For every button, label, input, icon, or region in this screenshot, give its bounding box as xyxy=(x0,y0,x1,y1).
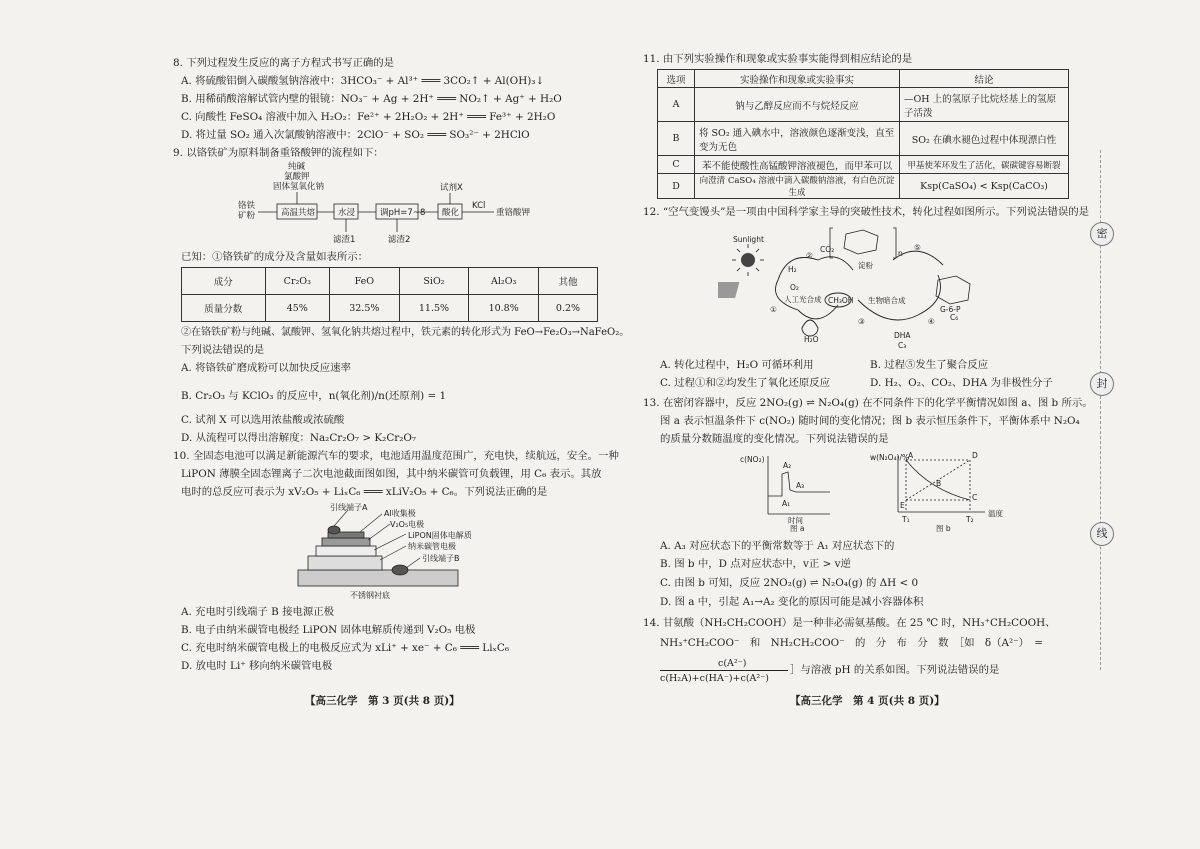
q12-label-bio: 生物暗合成 xyxy=(868,296,906,305)
q14-fraction-numerator: c(A²⁻) xyxy=(718,658,747,669)
q12-label-dha: DHA xyxy=(894,331,911,340)
q11-row-b-option: B xyxy=(658,122,695,156)
sun-icon xyxy=(741,253,755,267)
q9-option-a: A. 将铬铁矿磨成粉可以加快反应速率 xyxy=(181,362,351,374)
page-4 xyxy=(600,0,1200,849)
box-leach-label: 水浸 xyxy=(338,208,356,218)
td-feo: 32.5% xyxy=(329,295,399,322)
kcl-label: KCl xyxy=(472,201,486,211)
q12-label-o2: O₂ xyxy=(790,283,799,292)
filter-1-label: 滤渣1 xyxy=(333,235,356,245)
label-terminal-b: 引线端子B xyxy=(422,554,460,563)
q12-label-sunlight: Sunlight xyxy=(733,235,764,244)
q11-row-d-operation: 向澄清 CaSO₄ 溶液中滴入碳酸钠溶液，有白色沉淀生成 xyxy=(695,174,900,199)
td-cr2o3: 45% xyxy=(265,295,329,322)
lipon-electrolyte xyxy=(316,546,376,556)
q12-step-3: ③ xyxy=(858,317,865,326)
fig-b-axes xyxy=(898,456,985,512)
q9-known-1: 已知：①铬铁矿的成分及含量如表所示： xyxy=(181,251,369,263)
q10-option-b: B. 电子由纳米碳管电极经 LiPON 固体电解质传递到 V₂O₅ 电极 xyxy=(181,624,476,636)
q14-line-1: 14. 甘氨酸（NH₂CH₂COOH）是一种非必需氨基酸。在 25 ℃ 时，NH₃⁺CH₂COOH、 xyxy=(643,617,1056,629)
th-other: 其他 xyxy=(539,268,598,295)
q13-option-b: B. 图 b 中，D 点对应状态中，v正 > v逆 xyxy=(660,558,851,570)
reagent-soda: 纯碱 xyxy=(288,162,306,172)
label-nanotube: 纳米碳管电极 xyxy=(408,542,456,551)
td-other: 0.2% xyxy=(539,295,598,322)
q11-row-a-conclusion: —OH 上的氢原子比烷烃基上的氢原子活泼 xyxy=(900,88,1069,122)
q10-battery-diagram xyxy=(290,500,530,602)
q9-ask: 下列说法错误的是 xyxy=(181,344,265,356)
q13-figures xyxy=(740,450,1010,532)
stainless-substrate xyxy=(298,570,458,586)
th-component: 成分 xyxy=(182,268,266,295)
fig-a-ylabel: c(NO₂) xyxy=(740,455,765,464)
q10-line-3: 电时的总反应可表示为 xV₂O₅ + LiₓC₆ ═══ xLiV₂O₅ + C₆。下列说法正确的是 xyxy=(181,486,548,498)
q11-row-b-conclusion: SO₂ 在碘水褪色过程中体现漂白性 xyxy=(900,122,1069,156)
q11-th-conclusion: 结论 xyxy=(900,70,1069,88)
q11-th-option: 选项 xyxy=(658,70,695,88)
q11-row-d-conclusion: Ksp(CaSO₄) < Ksp(CaCO₃) xyxy=(900,174,1069,199)
fig-b-point-c: C xyxy=(972,493,978,502)
q10-line-1: 10. 全固态电池可以满足新能源汽车的要求，电池适用温度范围广，充电快，续航远，安全。一种 xyxy=(173,450,619,462)
terminal-b xyxy=(392,565,408,575)
q10-line-2: LiPON 薄膜全固态锂离子二次电池截面图如图，其中纳米碳管可负载锂，用 C₆ 表示。其放 xyxy=(181,468,602,480)
label-substrate: 不锈钢衬底 xyxy=(350,591,390,600)
fig-b-caption: 图 b xyxy=(936,524,951,532)
q12-label-c6: C₆ xyxy=(950,313,959,322)
fig-a-point-a2: A₂ xyxy=(783,461,792,470)
filter-2-label: 滤渣2 xyxy=(388,235,411,245)
q11-stem: 11. 由下列实验操作和现象或实验事实能得到相应结论的是 xyxy=(643,53,913,65)
td-al2o3: 10.8% xyxy=(469,295,539,322)
q13-option-c: C. 由图 b 可知，反应 2NO₂(g) ⇌ N₂O₄(g) 的 ΔH < 0 xyxy=(660,577,919,589)
q13-option-a: A. A₃ 对应状态下的平衡常数等于 A₁ 对应状态下的 xyxy=(660,540,895,552)
q8-option-a: A. 将硫酸铝倒入碳酸氢钠溶液中：3HCO₃⁻ + Al³⁺ ═══ 3CO₂↑ + Al(OH)₃↓ xyxy=(181,75,545,87)
reagent-kclo3: 氯酸钾 xyxy=(284,172,310,182)
ore-label-1: 铬铁 xyxy=(238,201,256,211)
q14-line-3: ］与溶液 pH 的关系如图。下列说法错误的是 xyxy=(790,664,1000,676)
q12-step-2: ② xyxy=(806,251,813,260)
q14-fraction-denominator: c(H₂A)+c(HA⁻)+c(A²⁻) xyxy=(660,673,769,684)
label-terminal-a: 引线端子A xyxy=(330,503,368,512)
q12-label-starch: 淀粉 xyxy=(858,261,873,270)
q12-label-c3: C₃ xyxy=(898,341,907,350)
solar-panel-icon xyxy=(718,282,739,298)
reagent-x-label: 试剂X xyxy=(440,183,463,193)
q9-option-b: B. Cr₂O₃ 与 KClO₃ 的反应中，n(氧化剂)/n(还原剂) = 1 xyxy=(181,390,447,402)
reagent-naoh: 固体氢氧化钠 xyxy=(273,182,325,192)
g6p-ring xyxy=(936,276,970,304)
product-label: 重铬酸钾 xyxy=(496,208,531,218)
q12-label-artificial: 人工光合成 xyxy=(784,295,822,304)
th-al2o3: Al₂O₃ xyxy=(469,268,539,295)
q11-row-c-conclusion: 甲基使苯环发生了活化，碳碳键容易断裂 xyxy=(900,156,1069,174)
td-sio2: 11.5% xyxy=(399,295,469,322)
water-drop-icon xyxy=(802,320,818,336)
q13-line-2: 图 a 表示恒温条件下 c(NO₂) 随时间的变化情况；图 b 表示恒压条件下，平衡体系中 N₂O₄ xyxy=(660,415,1080,427)
terminal-a xyxy=(328,526,340,534)
q9-option-d: D. 从流程可以得出溶解度：Na₂Cr₂O₇ > K₂Cr₂O₇ xyxy=(181,432,417,444)
q11-row-c-operation: 苯不能使酸性高锰酸钾溶液褪色，而甲苯可以 xyxy=(695,156,900,174)
q9-known-2: ②在铬铁矿粉与纯碱、氯酸钾、氢氧化钠共熔过程中，铁元素的转化形式为 FeO→Fe₂O₃→NaFeO₂。 xyxy=(181,327,630,338)
q13-line-3: 的质量分数随温度的变化情况。下列说法错误的是 xyxy=(660,433,889,445)
q12-step-1: ① xyxy=(770,305,777,314)
ore-label-2: 矿粉 xyxy=(238,211,256,221)
fig-a-point-a3: A₃ xyxy=(796,481,805,490)
q10-option-a: A. 充电时引线端子 B 接电源正极 xyxy=(181,606,335,618)
q12-step-5: ⑤ xyxy=(914,243,921,252)
q12-diagram xyxy=(718,220,998,355)
q11-row-d-option: D xyxy=(658,174,695,199)
q9-composition-table xyxy=(181,267,598,322)
th-cr2o3: Cr₂O₃ xyxy=(265,268,329,295)
binding-mark-line: 线 xyxy=(1090,522,1114,546)
box-fusion-label: 高温共熔 xyxy=(281,208,316,218)
q9-flowchart xyxy=(230,160,550,248)
fig-a-xlabel: 时间 xyxy=(788,516,803,525)
label-al-collector: Al收集极 xyxy=(384,509,416,518)
q12-stem: 12. “空气变馒头”是一项由中国科学家主导的突破性技术，转化过程如图所示。下列说法错误的是 xyxy=(643,206,1090,218)
q11-row-a-option: A xyxy=(658,88,695,122)
q11-row-c-option: C xyxy=(658,156,695,174)
q9-stem: 9. 以铬铁矿为原料制备重铬酸钾的流程如下： xyxy=(173,147,384,159)
label-v2o5: V₂O₅电极 xyxy=(390,520,425,529)
nanotube-electrode xyxy=(308,556,382,570)
binding-mark-close: 封 xyxy=(1090,372,1114,396)
q11-row-b-operation: 将 SO₂ 通入碘水中，溶液颜色逐渐变浅，直至变为无色 xyxy=(695,122,900,156)
fig-b-t1: T₁ xyxy=(902,515,910,524)
q11-table xyxy=(657,69,1069,199)
fig-a-point-a1: A₁ xyxy=(782,499,791,508)
q13-option-d: D. 图 a 中，引起 A₁→A₂ 变化的原因可能是减小容器体积 xyxy=(660,596,924,608)
starch-ring xyxy=(844,230,878,254)
q14-fraction-bar xyxy=(660,670,788,671)
q12-label-methanol: CH₃OH xyxy=(828,296,854,305)
q12-label-n: n xyxy=(898,249,903,258)
q12-option-c: C. 过程①和②均发生了氧化还原反应 xyxy=(660,377,831,389)
q11-row-a-operation: 钠与乙醇反应而不与烷烃反应 xyxy=(695,88,900,122)
q8-option-c: C. 向酸性 FeSO₄ 溶液中加入 H₂O₂：Fe²⁺ + 2H₂O₂ + 2H⁺ ═══ Fe³⁺ + 2H₂O xyxy=(181,111,556,123)
q12-label-co2: CO₂ xyxy=(820,245,835,254)
q11-th-operation: 实验操作和现象或实验事实 xyxy=(695,70,900,88)
td-mass-fraction: 质量分数 xyxy=(182,295,266,322)
fig-b-point-b: B xyxy=(936,479,942,488)
q13-line-1: 13. 在密闭容器中，反应 2NO₂(g) ⇌ N₂O₄(g) 在不同条件下的化学平衡情况如图 a、图 b 所示。 xyxy=(643,397,1093,409)
fig-b-point-d: D xyxy=(972,451,978,460)
v2o5-electrode xyxy=(322,538,370,546)
footer-page-4: 【高三化学 第 4 页(共 8 页)】 xyxy=(790,695,945,707)
q12-label-h2: H₂ xyxy=(788,265,797,274)
footer-page-3: 【高三化学 第 3 页(共 8 页)】 xyxy=(305,695,460,707)
fig-b-point-a: A xyxy=(908,451,914,460)
q12-option-a: A. 转化过程中，H₂O 可循环利用 xyxy=(660,359,814,371)
q12-option-d: D. H₂、O₂、CO₂、DHA 为非极性分子 xyxy=(870,377,1053,389)
q8-stem: 8. 下列过程发生反应的离子方程式书写正确的是 xyxy=(173,57,395,69)
box-ph-label: 调pH=7~8 xyxy=(380,208,426,218)
th-sio2: SiO₂ xyxy=(399,268,469,295)
label-lipon: LiPON固体电解质 xyxy=(408,531,472,540)
fig-b-ylabel: w(N₂O₄)/% xyxy=(870,453,910,462)
q12-label-water: H₂O xyxy=(804,335,819,344)
q12-label-g6p: G-6-P xyxy=(940,305,961,314)
q10-option-c: C. 充电时纳米碳管电极上的电极反应式为 xLi⁺ + xe⁻ + C₆ ═══ LiₓC₆ xyxy=(181,642,510,654)
q8-option-b: B. 用稀硝酸溶解试管内壁的银镜：NO₃⁻ + Ag + 2H⁺ ═══ NO₂↑ + Ag⁺ + H₂O xyxy=(181,93,562,105)
q8-option-d: D. 将过量 SO₂ 通入次氯酸钠溶液中：2ClO⁻ + SO₂ ═══ SO₃²⁻ + 2HClO xyxy=(181,129,530,141)
fig-a-caption: 图 a xyxy=(790,524,805,532)
fig-b-t2: T₂ xyxy=(966,515,974,524)
fig-b-xlabel: 温度 xyxy=(988,509,1003,518)
th-feo: FeO xyxy=(329,268,399,295)
q12-option-b: B. 过程⑤发生了聚合反应 xyxy=(870,359,989,371)
q9-option-c: C. 试剂 X 可以选用浓盐酸或浓硫酸 xyxy=(181,414,345,426)
q14-line-2: NH₃⁺CH₂COO⁻ 和 NH₂CH₂COO⁻ 的 分 布 分 数 ［如 δ（A²⁻） = xyxy=(660,637,1043,649)
binding-mark-seal: 密 xyxy=(1090,222,1114,246)
box-acidify-label: 酸化 xyxy=(442,208,460,218)
q12-step-4: ④ xyxy=(928,317,935,326)
fig-b-point-e: E xyxy=(900,501,905,510)
q10-option-d: D. 放电时 Li⁺ 移向纳米碳管电极 xyxy=(181,660,333,672)
